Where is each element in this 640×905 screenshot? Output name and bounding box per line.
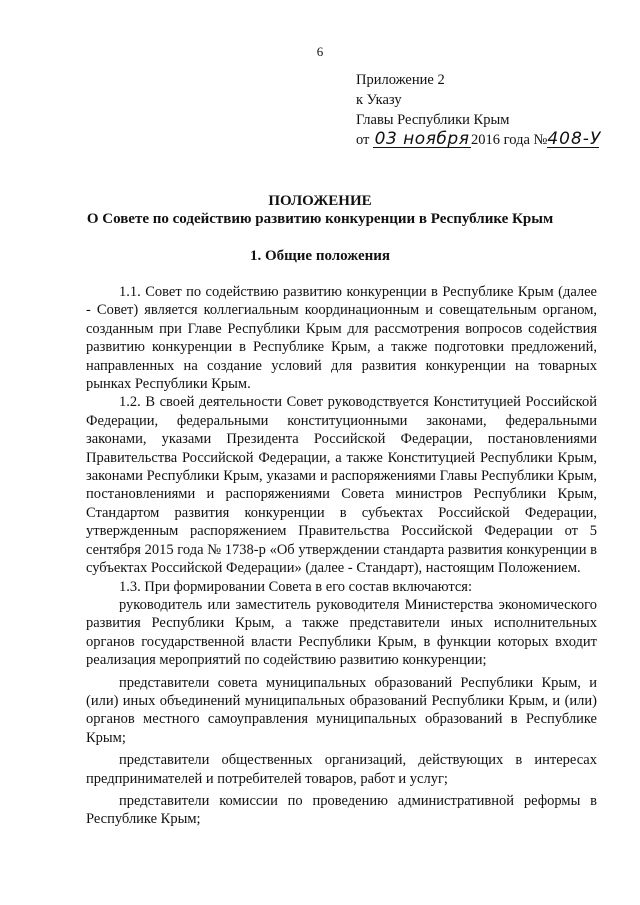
document-subtitle: О Совете по содействию развитию конкуренции в Республике Крым [86, 211, 554, 227]
document-body [86, 283, 597, 829]
paragraph-1-1: 1.1. Совет по содействию развитию конкуренции в Республике Крым (далее - Совет) является коллегиальным координационным и совещательным органом, созданным при Главе Республики Крым для рассмотрения вопросов содействия развитию конкуренции в Республике Крым, а также подготовки предложений, направленных на создание условий для развития конкуренции на товарных рынках Республики Крым. [86, 284, 597, 393]
list-item: представители совета муниципальных образований Республики Крым, и (или) иных объединений муниципальных образований Республики Крым, и (или) органов местного самоуправления муниципальных образований в Республике Крым; [86, 674, 597, 746]
paragraph-1-2: 1.2. В своей деятельности Совет руководствуется Конституцией Российской Федерации, федеральными конституционными законами, федеральными законами, указами Президента Российской Федерации, постановлениями Правительства Российской Федерации, а также Конституцией Республики Крым, законами Республики Крым, указами и распоряжениями Главы Республики Крым, постановлениями и распоряжениями Совета министров Республики Крым, Стандартом развития конкуренции в субъектах Российской Федерации, утвержденным распоряжением Правительства Российской Федерации от 5 сентября 2015 года № 1738-р «Об утверждении стандарта развития конкуренции в субъектах Российской Федерации» (далее - Стандарт), настоящим Положением. [86, 394, 597, 577]
appendix-line-3: Главы Республики Крым [356, 112, 510, 128]
handwritten-number: 408-У [547, 129, 602, 149]
document-title: ПОЛОЖЕНИЕ [268, 193, 372, 209]
appendix-line-1: Приложение 2 [356, 72, 445, 88]
year-text: 2016 года [471, 132, 530, 148]
paragraph-1-3: 1.3. При формировании Совета в его состав включаются: [119, 578, 472, 595]
list-item: представители общественных организаций, действующих в интересах предпринимателей и потребителей товаров, работ и услуг; [86, 752, 597, 787]
page-number: 6 [316, 44, 324, 59]
list-item: руководитель или заместитель руководителя Министерства экономического развития Республики Крым, а также представители иных исполнительных органов государственной власти Республики Крым, в функции которых входит реализация мероприятий по содействию развитию конкуренции; [86, 596, 597, 669]
date-prefix: от [356, 132, 370, 148]
appendix-block [356, 70, 602, 150]
list-item: представители комиссии по проведению административной реформы в Республике Крым; [86, 792, 597, 828]
appendix-date-line [356, 129, 602, 150]
appendix-line-2: к Указу [356, 92, 402, 108]
section-title: 1. Общие положения [249, 248, 391, 264]
handwritten-date: 03 ноября [374, 129, 470, 149]
number-sign: № [533, 132, 548, 148]
